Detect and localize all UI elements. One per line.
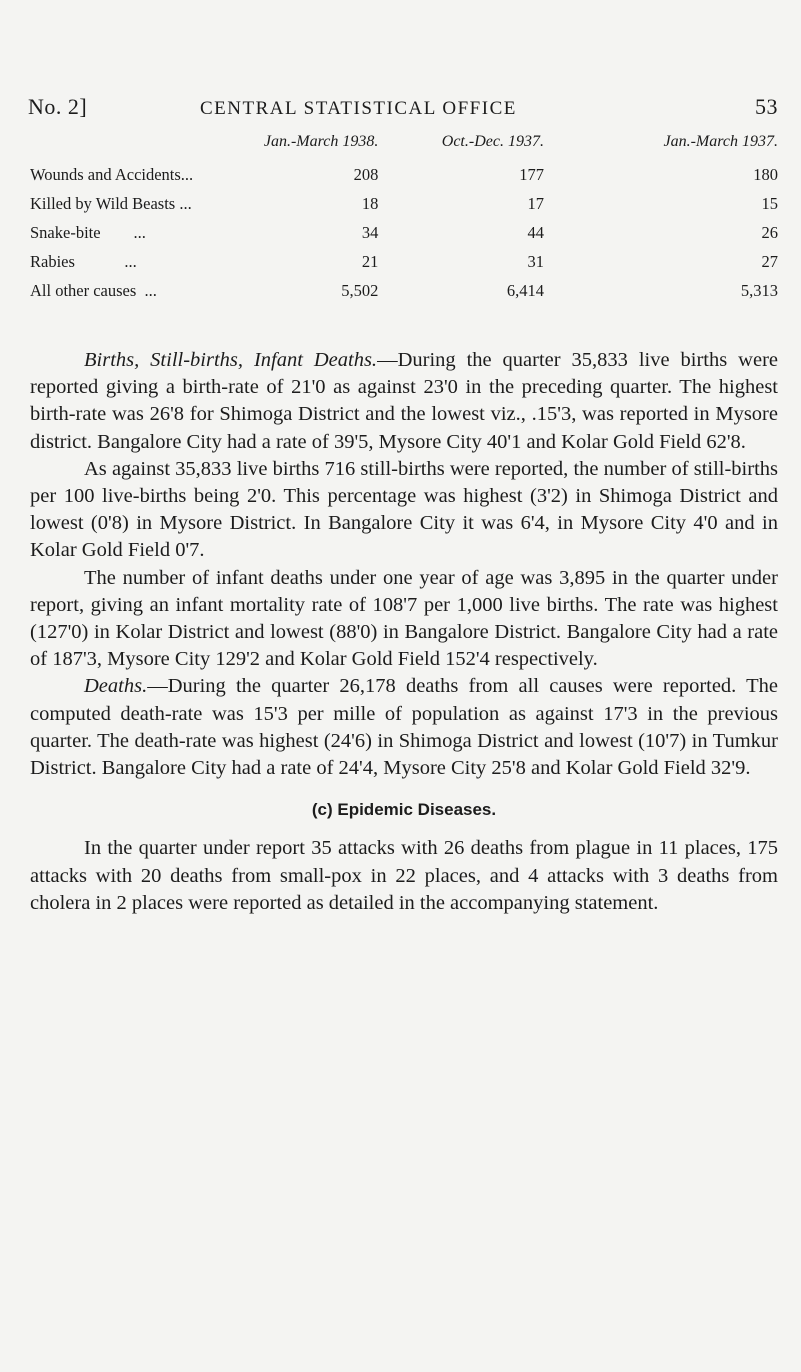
cell-value: 5,313	[740, 281, 778, 300]
table-row	[30, 165, 778, 194]
paragraph-deaths	[30, 673, 778, 782]
paragraph-heading: Births, Still-births, Infant Deaths.	[84, 349, 378, 371]
table-row	[30, 194, 778, 223]
table-row	[30, 223, 778, 252]
cell-value: 180	[753, 165, 778, 184]
paragraph-text: As against 35,833 live births 716 still-births were reported, the number of still-births per 100 live-births being 2'0. This percentage was highest (3'2) in Shimoga District and lowest (0'8) in Mysore District. In Bangalore City it was 6'4, in Mysore City 4'0 and in Kolar Gold Field 0'7.	[30, 457, 778, 562]
row-label: Killed by Wild Beasts ...	[30, 194, 192, 213]
section-title: (c) Epidemic Diseases.	[311, 800, 497, 820]
column-header: Oct.-Dec. 1937.	[441, 133, 544, 150]
row-label: Wounds and Accidents...	[30, 165, 194, 184]
cell-value: 44	[527, 223, 544, 242]
row-label: Snake-bite ...	[30, 223, 146, 242]
paragraph-heading: Deaths.	[84, 675, 148, 698]
cell-value: 27	[761, 252, 778, 271]
cell-value: 177	[519, 165, 544, 184]
paragraph-still-births	[30, 456, 778, 565]
paragraph-births	[30, 347, 778, 456]
table-row	[30, 252, 778, 281]
report-body	[30, 347, 778, 917]
office-title: CENTRAL STATISTICAL OFFICE	[200, 98, 517, 119]
cell-value: 26	[761, 223, 778, 242]
table-header-row	[30, 133, 778, 165]
column-header: Jan.-March 1937.	[663, 133, 778, 150]
cell-value: 17	[527, 194, 544, 213]
page-number: 53	[755, 94, 778, 119]
paragraph-epidemics: In the quarter under report 35 attacks with 26 deaths from plague in 11 places, 175 attacks with 20 deaths from small-pox in 22 places, and 4 attacks with 3 deaths from cholera in 2 places were reported as detailed in the accompanying statement.	[30, 837, 778, 914]
column-header: Jan.-March 1938.	[263, 133, 379, 150]
row-label: All other causes ...	[30, 281, 157, 300]
table-row	[30, 281, 778, 310]
cell-value: 5,502	[341, 281, 379, 300]
deaths-by-cause-table	[30, 133, 778, 310]
cell-value: 208	[353, 165, 379, 184]
cell-value: 34	[361, 223, 379, 242]
row-label: Rabies ...	[30, 252, 137, 271]
page-header	[28, 94, 778, 124]
cell-value: 31	[527, 252, 544, 271]
cell-value: 6,414	[506, 281, 544, 300]
cell-value: 21	[361, 252, 379, 271]
issue-number: No. 2]	[28, 94, 88, 119]
cell-value: 15	[761, 194, 778, 213]
paragraph-text: —During the quarter 26,178 deaths from all causes were reported. The computed death-rate was 15'3 per mille of population as against 17'3 in the previous quarter. The death-rate was highest (24'6) in Shimoga District and lowest (10'7) in Tumkur District. Bangalore City had a rate of 24'4, Mysore City 25'8 and Kolar Gold Field 32'9.	[30, 675, 778, 780]
paragraph-text: —During the quarter 35,833 live births were reported giving a birth-rate of 21'0 as against 23'0 in the preceding quarter. The highest birth-rate was 26'8 for Shimoga District and the lowest viz., .15'3, was reported in Mysore district. Bangalore City had a rate of 39'5, Mysore City 40'1 and Kolar Gold Field 62'8.	[30, 349, 778, 453]
cell-value: 18	[361, 194, 379, 213]
paragraph-infant-deaths	[30, 565, 778, 674]
paragraph-text: The number of infant deaths under one year of age was 3,895 in the quarter under report, giving an infant mortality rate of 108'7 per 1,000 live births. The rate was highest (127'0) in Kolar District and lowest (88'0) in Bangalore District. Bangalore City had a rate of 187'3, Mysore City 129'2 and Kolar Gold Field 152'4 respectively.	[30, 566, 778, 671]
